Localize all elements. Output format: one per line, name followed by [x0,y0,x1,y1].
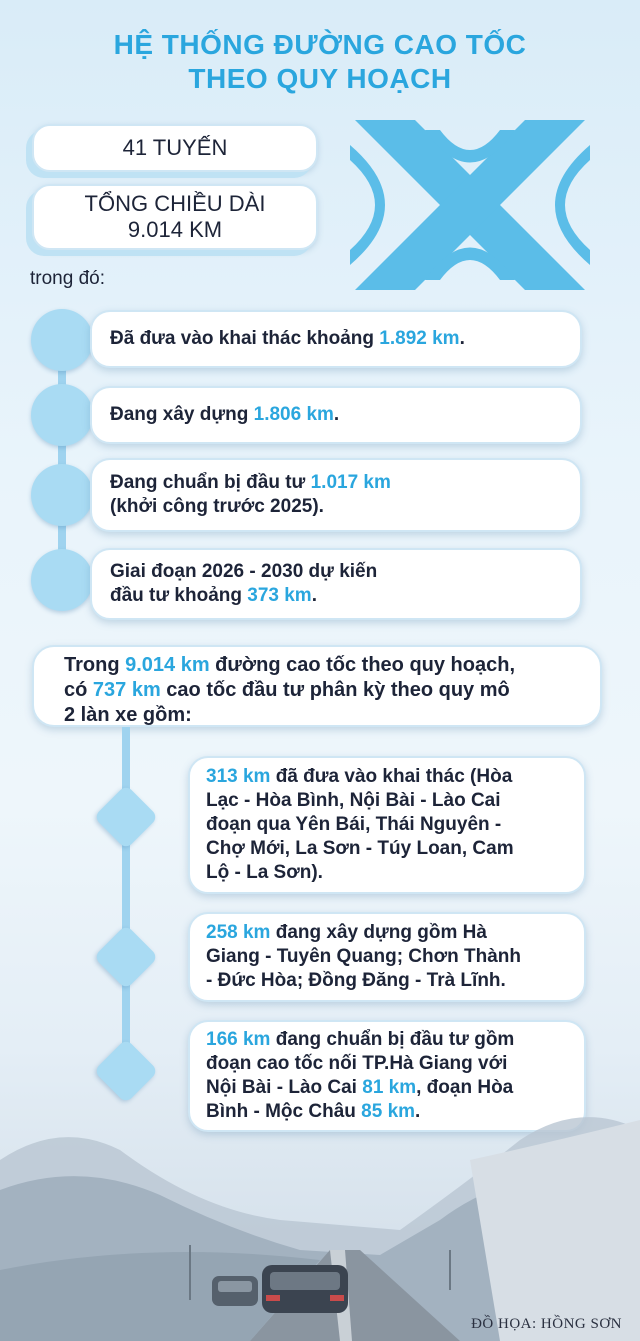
status-card-planned [90,548,582,620]
status-value: 1.892 km [379,328,460,349]
status-text: Đã đưa vào khai thác khoảng [110,328,380,349]
timeline-line-lower [122,727,130,1067]
timeline-node-4 [31,549,93,611]
phased-text-line-3: - Đức Hòa; Đồng Đăng - Trà Lĩnh. [206,970,506,991]
title-line-1: HỆ THỐNG ĐƯỜNG CAO TỐC [113,29,527,60]
phased-text: , đoạn Hòa [416,1077,514,1098]
timeline-diamond-1 [93,784,158,849]
phased-summary-box [32,645,602,727]
phased-value: 166 km [206,1029,271,1050]
routes-count-box [32,124,318,172]
routes-count: 41 TUYẾN [122,135,228,160]
status-card-text [110,327,580,351]
highway-interchange-icon [345,115,595,295]
total-length-label: TỔNG CHIỀU DÀI [84,191,266,216]
phased-text: đang chuẩn bị đầu tư gồm [270,1029,515,1050]
phased-card-building [188,912,586,1002]
summary-text: cao tốc đầu tư phân kỳ theo quy mô [160,679,510,701]
phased-text-line-1 [206,765,584,789]
status-text: Giai đoạn 2026 - 2030 dự kiến [110,561,378,582]
phased-text-line-1 [206,921,584,945]
status-card-preparing [90,458,582,532]
total-length-value: 9.014 KM [127,217,223,242]
status-value: 1.017 km [310,472,391,493]
status-suffix: . [333,404,340,425]
status-text: Đang chuẩn bị đầu tư [110,472,311,493]
summary-value: 737 km [92,679,161,701]
phased-text: . [415,1101,421,1122]
highway-scenery-illustration [0,1100,640,1341]
total-length-box [32,184,318,250]
status-text: Đang xây dựng [110,404,254,425]
status-value: 1.806 km [253,404,334,425]
phased-text: Bình - Mộc Châu [206,1101,362,1122]
timeline-line-upper [58,340,66,580]
timeline-node-2 [31,384,93,446]
summary-text: Trong [64,654,126,676]
summary-text: đường cao tốc theo quy hoạch, [209,654,516,676]
status-suffix: . [311,585,317,606]
summary-line-3: 2 làn xe gồm: [64,704,192,726]
title-line-2: THEO QUY HOẠCH [188,63,452,94]
phased-text-line-3: đoạn qua Yên Bái, Thái Nguyên - [206,814,502,835]
phased-text-line-5: Lộ - La Sơn). [206,862,323,883]
phased-text: đang xây dựng gồm Hà [270,922,487,943]
status-suffix: . [459,328,465,349]
status-text: đầu tư khoảng [110,585,248,606]
phased-value: 258 km [206,922,271,943]
phased-text: Nội Bài - Lào Cai [206,1077,363,1098]
status-card-text [110,403,580,427]
timeline-diamond-2 [93,924,158,989]
summary-line-1 [64,653,582,678]
phased-text-line-2: Lạc - Hòa Bình, Nội Bài - Lào Cai [206,790,501,811]
timeline-node-1 [31,309,93,371]
phased-text-line-3 [206,1076,584,1100]
summary-line-2 [64,678,582,703]
status-card-text [110,471,580,495]
graphic-credit: ĐỒ HỌA: HỒNG SƠN [471,1316,622,1332]
phased-card-operating [188,756,586,894]
status-text-line2 [110,584,580,608]
status-text-line2: (khởi công trước 2025). [110,496,324,517]
phased-value: 85 km [361,1101,416,1122]
phased-text-line-2: Giang - Tuyên Quang; Chơn Thành [206,946,522,967]
timeline-diamond-3 [93,1038,158,1103]
phased-value: 81 km [362,1077,417,1098]
summary-value: 9.014 km [125,654,210,676]
status-card-operating [90,310,582,368]
summary-text: có [64,679,93,701]
timeline-node-3 [31,464,93,526]
phased-text-line-2: đoạn cao tốc nối TP.Hà Giang với [206,1053,508,1074]
phased-value: 313 km [206,766,271,787]
phased-text: đã đưa vào khai thác (Hòa [270,766,513,787]
phased-text-line-1 [206,1028,584,1052]
status-card-building [90,386,582,444]
status-value: 373 km [247,585,312,606]
in-which-label: trong đó: [30,268,105,289]
phased-text-line-4: Chợ Mới, La Sơn - Túy Loan, Cam [206,838,514,859]
